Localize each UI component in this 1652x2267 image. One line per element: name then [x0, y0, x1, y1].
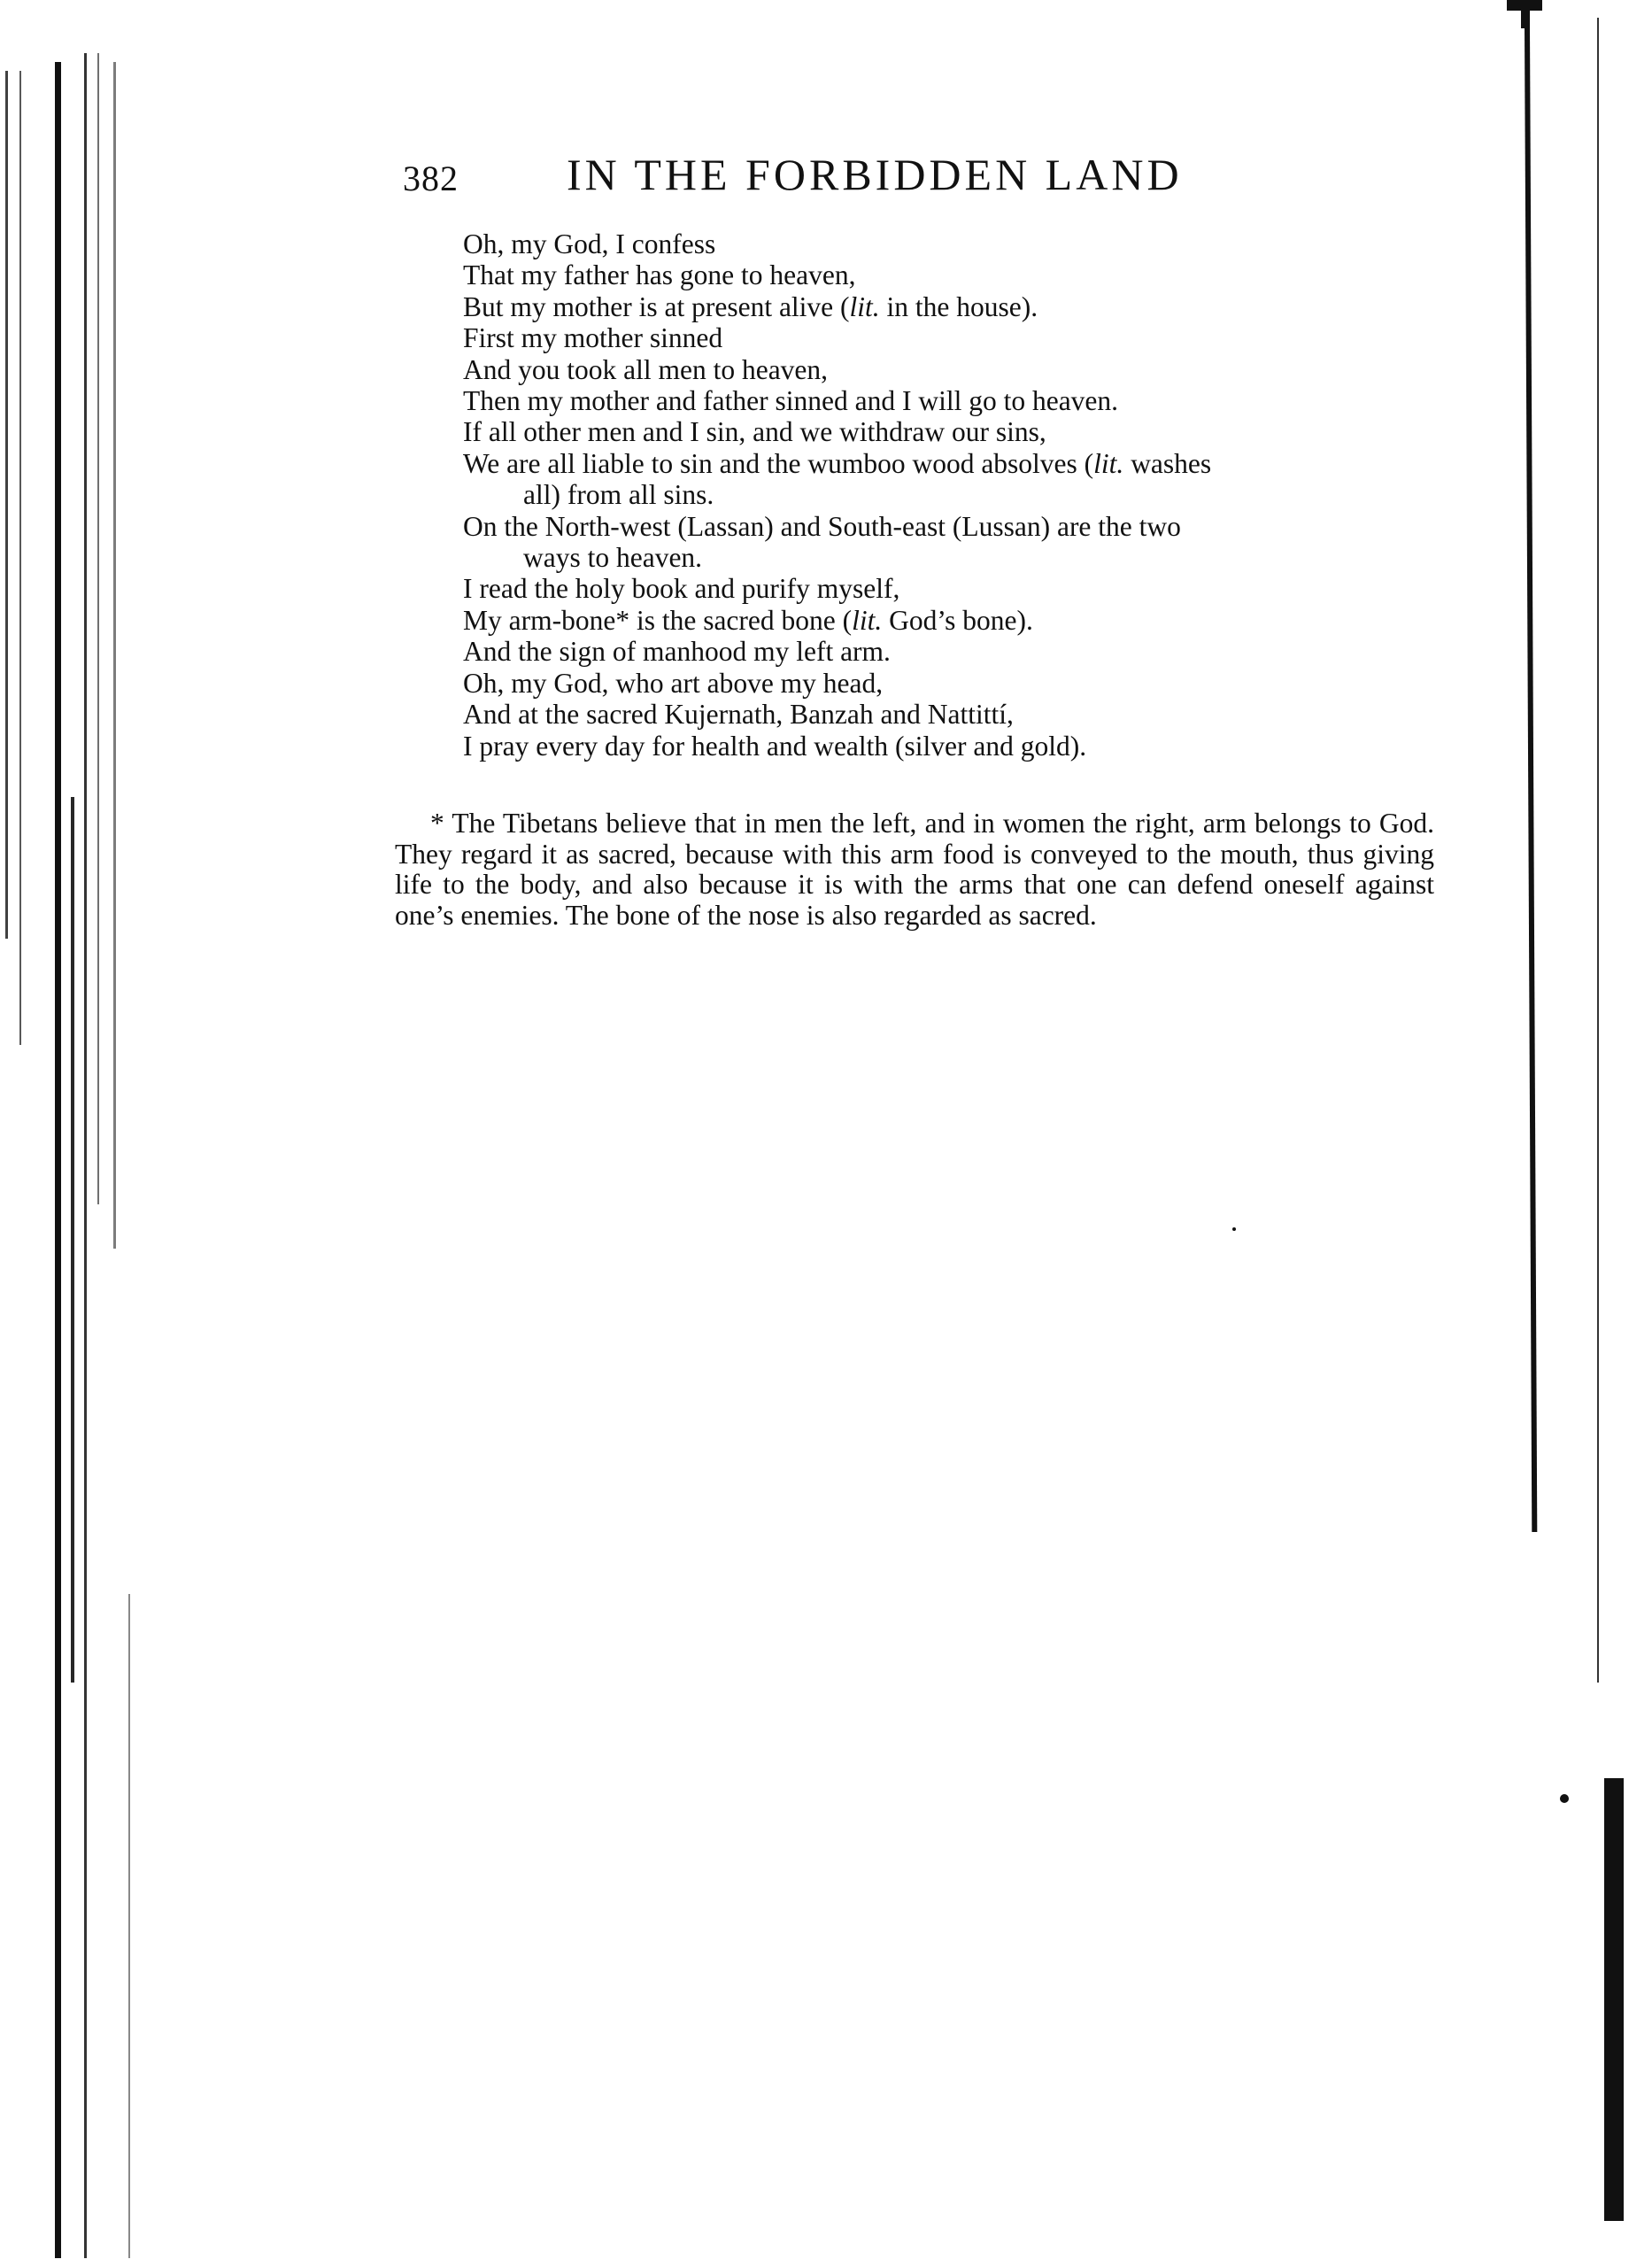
poem-line-text: And you took all men to heaven, — [463, 353, 829, 385]
poem-line-text: But my mother is at present alive ( — [463, 290, 850, 322]
poem-line-text: Oh, my God, I confess — [463, 228, 716, 259]
poem-line-text: We are all liable to sin and the wumboo wood absolves ( — [463, 447, 1094, 479]
poem-line-text: My arm-bone* is the sacred bone ( — [463, 604, 853, 636]
left-binding-edge — [97, 53, 99, 1204]
poem-line — [463, 511, 1437, 574]
poem-line-text: Then my mother and father sinned and I will go to heaven. — [463, 385, 1119, 417]
poem-line — [463, 385, 1437, 416]
poem-line-text: If all other men and I sin, and we withdraw our sins, — [463, 416, 1046, 448]
poem-line-after: washes — [1123, 447, 1212, 479]
poem-line-italic: lit. — [1093, 447, 1124, 479]
left-binding-edge — [19, 71, 21, 1045]
poem-line — [463, 605, 1437, 636]
poem-line-text: I read the holy book and purify myself, — [463, 573, 900, 605]
left-binding-edge — [71, 797, 74, 1683]
speck — [1560, 1794, 1569, 1803]
poem-line-italic: lit. — [852, 604, 883, 636]
right-page-edge — [1597, 18, 1599, 1683]
poem-line-continuation: ways to heaven. — [523, 542, 703, 574]
poem-line — [463, 731, 1437, 762]
poem-line — [463, 354, 1437, 385]
poem-line-text: And at the sacred Kujernath, Banzah and Nattittí, — [463, 699, 1014, 731]
poem-line-text: I pray every day for health and wealth (silver and gold). — [463, 730, 1087, 762]
footnote: * The Tibetans believe that in men the left, and in women the right, arm belongs to God. They regard it as sacred, because with this arm food is conveyed to the mouth, thus giving life to the body, and also because it is with the arms that one can defend oneself against one’s enemies. The bone of the nose is also regarded as sacred. — [395, 808, 1434, 931]
speck — [1232, 1227, 1236, 1231]
left-binding-edge — [128, 1594, 130, 2258]
prayer-poem — [463, 228, 1437, 762]
poem-line-text: First my mother sinned — [463, 322, 723, 354]
poem-line — [463, 636, 1437, 667]
poem-line — [463, 291, 1437, 322]
poem-line-italic: lit. — [849, 290, 880, 322]
left-binding-edge — [113, 62, 116, 1249]
poem-line — [463, 699, 1437, 730]
right-page-edge — [1604, 1778, 1624, 2221]
right-page-edge — [1525, 27, 1537, 1532]
running-head — [403, 149, 1288, 202]
left-binding-edge — [84, 53, 87, 2258]
poem-line-continuation: all) from all sins. — [523, 479, 714, 511]
poem-line — [463, 668, 1437, 699]
poem-line-text: And the sign of manhood my left arm. — [463, 636, 891, 668]
poem-line-after: in the house). — [879, 290, 1038, 322]
poem-line — [463, 448, 1437, 511]
right-page-edge — [1521, 9, 1530, 28]
page-number: 382 — [403, 159, 459, 198]
poem-line-text: Oh, my God, who art above my head, — [463, 667, 884, 699]
left-binding-edge — [55, 62, 61, 2258]
poem-line — [463, 228, 1437, 259]
book-title: IN THE FORBIDDEN LAND — [567, 150, 1183, 199]
poem-line — [463, 416, 1437, 447]
poem-line-text: That my father has gone to heaven, — [463, 259, 856, 291]
poem-line — [463, 322, 1437, 353]
left-binding-edge — [5, 71, 8, 939]
poem-line-after: God’s bone). — [882, 604, 1033, 636]
poem-line-text: On the North-west (Lassan) and South-east (Lussan) are the two — [463, 510, 1181, 542]
poem-line — [463, 573, 1437, 604]
poem-line — [463, 259, 1437, 290]
